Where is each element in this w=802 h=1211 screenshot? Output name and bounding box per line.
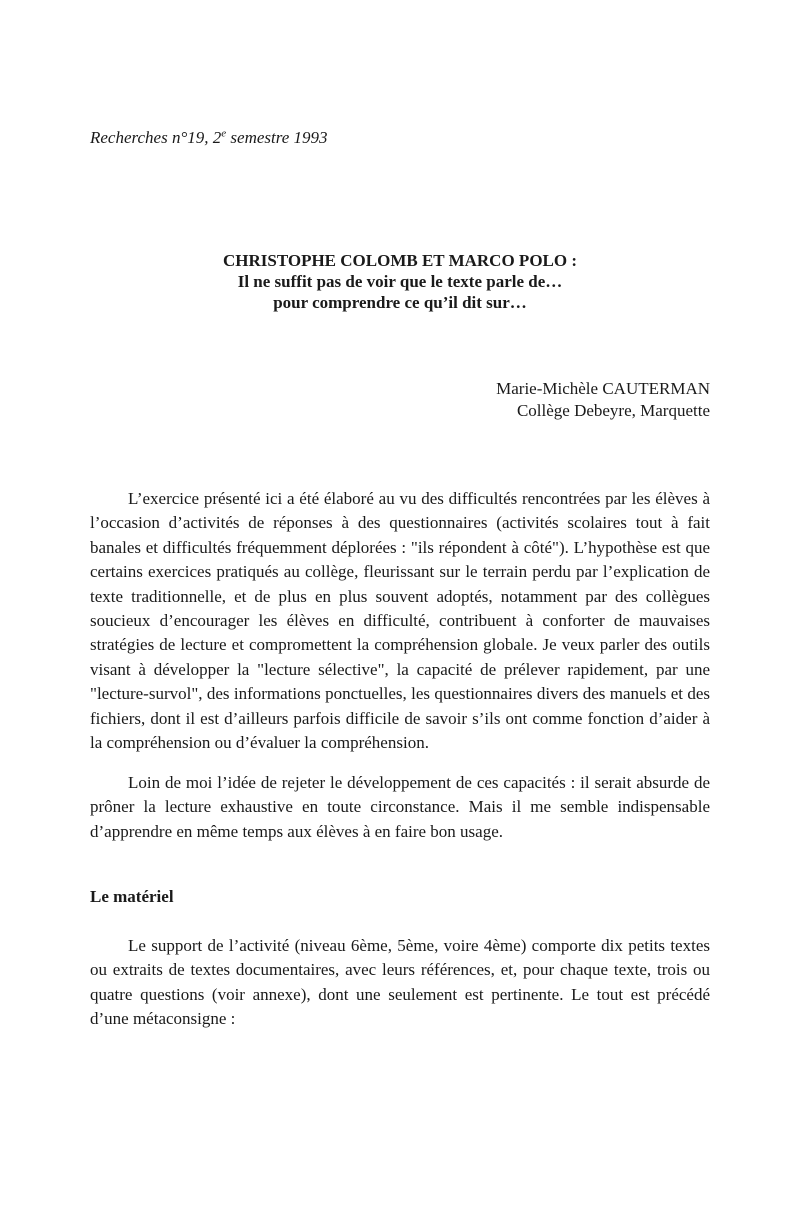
article-subtitle-line-2: pour comprendre ce qu’il dit sur… — [273, 293, 527, 312]
author-name: Marie-Michèle CAUTERMAN — [496, 379, 710, 398]
body-paragraph: L’exercice présenté ici a été élaboré au vu des difficultés rencontrées par les élèves à l’occasion d’activités de réponses à des questionnaires (activités scolaires tout à fait banales et difficultés fréquemment déplorées : "ils répondent à côté"). L’hypothèse est que certains exercices pratiqués au collège, fleurissant sur le terrain perdu par l’explication de texte traditionnelle, et de plus en plus souvent adoptés, notamment par des collègues soucieux d’encourager les élèves en difficulté, contribuent à conforter de mauvaises stratégies de lecture et compromettent la compréhension globale. Je veux parler des outils visant à développer la "lecture sélective", la capacité de prélever rapidement, par une "lecture-survol", des informations ponctuelles, les questionnaires divers des manuels et des fichiers, dont il est d’ailleurs parfois difficile de savoir s’ils ont comme fonction d’aider à la compréhension ou d’évaluer la compréhension. — [90, 489, 710, 753]
journal-ref-superscript: e — [221, 127, 227, 140]
title-block — [90, 250, 710, 313]
section-paragraph-container — [90, 934, 710, 1032]
body-paragraph: Loin de moi l’idée de rejeter le développement de ces capacités : il serait absurde de prôner la lecture exhaustive en toute circonstance. Mais il me semble indispensable d’apprendre en même temps aux élèves à en faire bon usage. — [90, 773, 710, 841]
article-title: CHRISTOPHE COLOMB ET MARCO POLO : — [222, 251, 578, 270]
body-paragraph-2-container — [90, 771, 710, 844]
author-block — [496, 378, 710, 422]
journal-reference — [90, 128, 328, 148]
journal-ref-semester: semestre 1993 — [226, 128, 328, 147]
author-affiliation: Collège Debeyre, Marquette — [516, 401, 710, 420]
journal-ref-text: Recherches n°19, 2 — [90, 128, 222, 147]
article-subtitle-line-1: Il ne suffit pas de voir que le texte parle de… — [237, 272, 563, 291]
body-paragraph-1-container — [90, 487, 710, 755]
section-heading: Le matériel — [90, 887, 174, 906]
section-paragraph: Le support de l’activité (niveau 6ème, 5ème, voire 4ème) comporte dix petits textes ou extraits de textes documentaires, avec leurs références, et, pour chaque texte, trois ou quatre questions (voir annexe), dont une seulement est pertinente. Le tout est précédé d’une métaconsigne : — [90, 936, 710, 1029]
